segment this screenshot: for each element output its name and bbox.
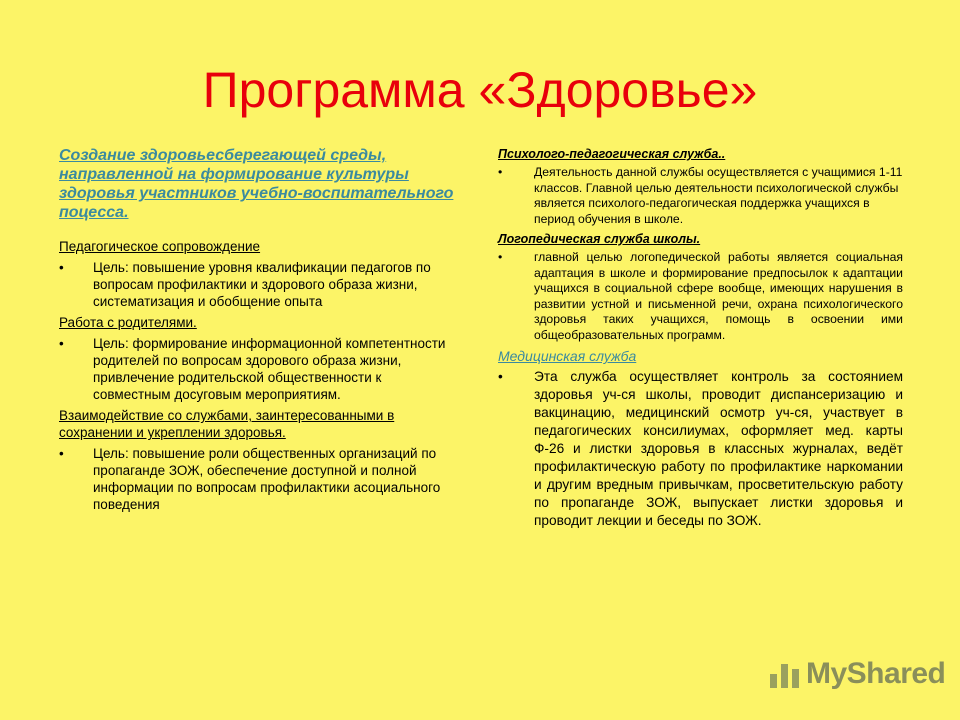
- chart-bars-icon: [768, 658, 802, 690]
- bullet-pedagogical: • Цель: повышение уровня квалификации педагогов по вопросам профилактики и здорового образа жизни, систематизация и обобщение опыта: [59, 259, 459, 310]
- section-label-speech: Логопедическая служба школы.: [498, 232, 701, 246]
- bullet-services: • Цель: повышение роли общественных организаций по пропаганде ЗОЖ, обеспечение доступной и полной информации по вопросам профилактики асоциального поведения: [59, 445, 459, 513]
- left-column: [59, 146, 459, 517]
- watermark-text: MyShared: [806, 657, 946, 690]
- right-column: [498, 146, 903, 534]
- bullet-psych: • Деятельность данной службы осуществляется с учащимися 1-11 классов. Главной целью деятельности психологической службы является психолого-педагогическая поддержка учащихся в период обучения в школе.: [498, 165, 903, 227]
- bullet-parents: • Цель: формирование информационной компетентности родителей по вопросам здорового образа жизни, привлечение родительской общественности к совместным досуговым мероприятиям.: [59, 335, 459, 403]
- section-label-medical: Медицинская служба: [498, 348, 637, 364]
- slide-title: Программа «Здоровье»: [202, 62, 758, 118]
- section-label-pedagogical: Педагогическое сопровождение: [59, 239, 261, 254]
- section-label-parents: Работа с родителями.: [59, 315, 197, 330]
- section-label-psych: Психолого-педагогическая служба..: [498, 147, 726, 161]
- bullet-medical: • Эта служба осуществляет контроль за состоянием здоровья уч-ся школы, проводит диспансеризацию и вакцинацию, медицинский осмотр уч-ся, участвует в педагогических консилиумах, оформляет мед. карты Ф-26 и листки здоровья в классных журналах, ведёт профилактическую работу по профилактике наркомании и другим вредным привычкам, просветительскую работу по пропаганде ЗОЖ, выпускает листки здоровья и проводит лекции и беседы по ЗОЖ.: [498, 368, 903, 530]
- watermark-logo: [768, 656, 945, 692]
- section-label-services: Взаимодействие со службами, заинтересованными в сохранении и укреплении здоровья.: [59, 408, 395, 440]
- bullet-speech: • главной целью логопедической работы является социальная адаптация в школе и формирование предпосылок к адаптации учащихся в социальной сфере вообще, имеющих нарушения в развитии устной и письменной речи, охрана психологического здоровья таких учащихся, помощь в освоении ими общеобразовательных программ.: [498, 250, 903, 343]
- left-heading: Создание здоровьесберегающей среды, направленной на формирование культуры здоровья участников учебно-воспитательного поцесса.: [59, 147, 454, 221]
